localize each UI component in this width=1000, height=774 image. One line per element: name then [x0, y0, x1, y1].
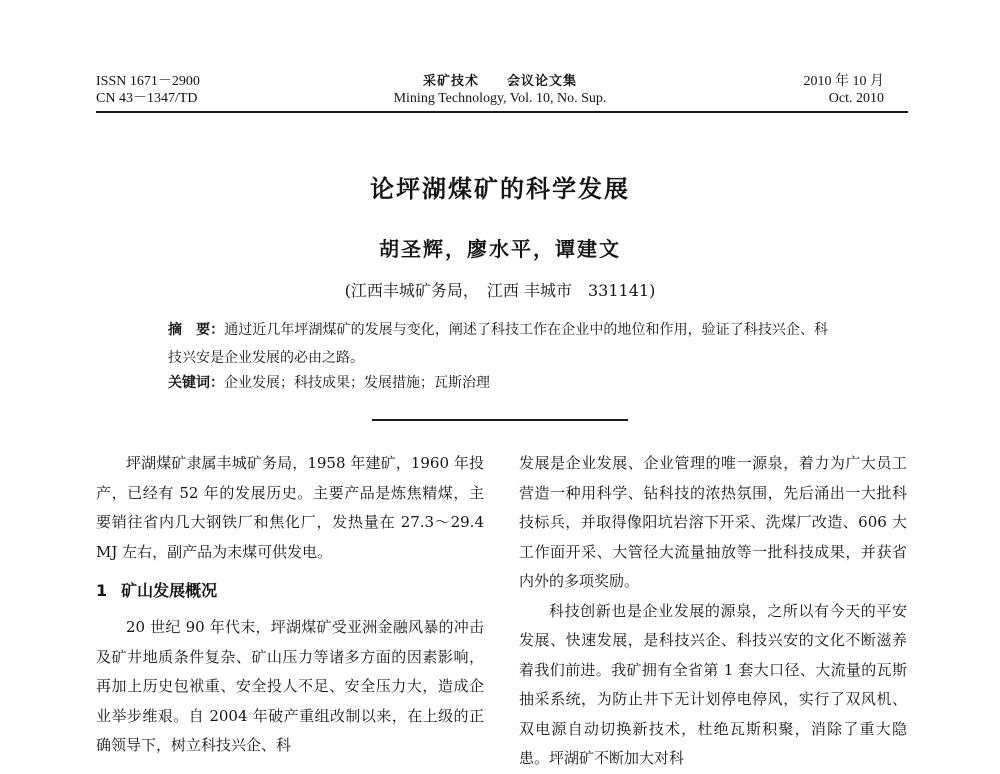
- header-date-block: [740, 73, 884, 107]
- cn-number: CN 43－1347/TD: [96, 91, 198, 106]
- abstract: [168, 316, 828, 372]
- abstract-text: 通过近几年坪湖煤矿的发展与变化，阐述了科技工作在企业中的地位和作用，验证了科技兴企、科技兴安是企业发展的必由之路。: [168, 322, 829, 366]
- journal-name: 采矿技术 会议论文集: [422, 74, 577, 89]
- header-divider: [96, 111, 908, 113]
- article-affiliation: (江西丰城矿务局， 江西 丰城市 331141): [344, 281, 656, 300]
- paragraph: 坪湖煤矿隶属丰城矿务局，1958 年建矿，1960 年投产，已经有 52 年的发展历史。主要产品是炼焦精煤，主要销往省内几大钢铁厂和焦化厂，发热量在 27.3～29.4 MJ 左右，副产品为末煤可供发电。: [96, 454, 484, 561]
- issn: ISSN 1671－2900: [96, 74, 200, 89]
- keywords-label: 关键词：: [168, 375, 224, 391]
- section-number: 1: [96, 581, 108, 600]
- section-title: 矿山发展概况: [121, 581, 218, 600]
- paragraph: 发展是企业发展、企业管理的唯一源泉，着力为广大员工营造一种用科学、钻科技的浓热氛围，先后涌出一大批科技标兵，并取得像阳坑岩溶下开采、洗煤厂改造、606 大工作面开采、大管径大流量抽放等一批科技成果，并获省内外的多项奖励。: [519, 454, 907, 590]
- article-authors: 胡圣辉，廖水平，谭建文: [379, 237, 621, 261]
- date-chinese: 2010 年 10 月: [803, 74, 884, 89]
- paragraph: 科技创新也是企业发展的源泉，之所以有今天的平安发展、快速发展，是科技兴企、科技兴安的文化不断滋养着我们前进。我矿拥有全省第 1 套大口径、大流量的瓦斯抽采系统，为防止井下无计划停电停风，实行了双风机、双电源自动切换新技术，杜绝瓦斯积聚，消除了重大隐患。坪湖矿不断加大对科: [519, 601, 907, 767]
- date-english: Oct. 2010: [828, 91, 884, 106]
- keywords-text: 企业发展；科技成果；发展措施；瓦斯治理: [224, 375, 490, 391]
- journal-citation: Mining Technology, Vol. 10, No. Sup.: [393, 91, 607, 106]
- article-title: 论坪湖煤矿的科学发展: [370, 175, 630, 203]
- keywords: [168, 372, 828, 394]
- section-heading: [96, 579, 484, 603]
- body-column-left: [96, 449, 484, 761]
- abstract-label: 摘 要：: [168, 322, 225, 338]
- header-issn-block: [96, 73, 200, 107]
- paragraph: 20 世纪 90 年代末，坪湖煤矿受亚洲金融风暴的冲击及矿井地质条件复杂、矿山压力等诸多方面的因素影响，再加上历史包袱重、安全投人不足、安全压力大，造成企业举步维艰。自 2004 年破产重组改制以来，在上级的正确领导下，树立科技兴企、科: [96, 618, 484, 754]
- header-journal-block: [330, 73, 670, 107]
- abstract-divider: [372, 419, 628, 421]
- body-column-right: [519, 449, 907, 774]
